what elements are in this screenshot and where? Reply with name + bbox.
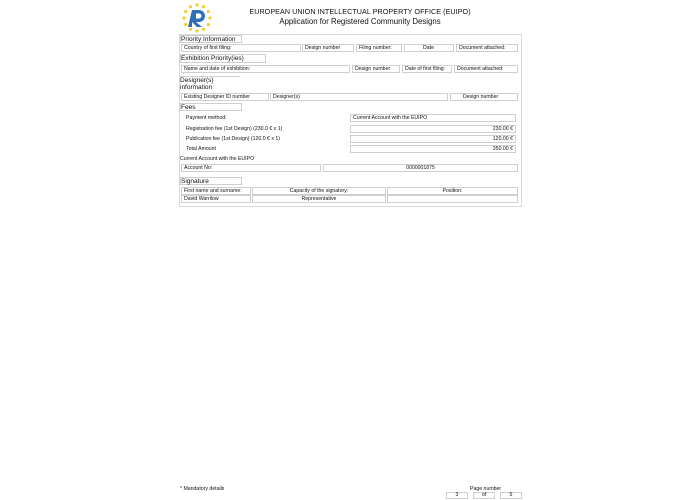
page-of-label: of	[473, 492, 495, 499]
form-subtitle: Application for Registered Community Designs	[279, 17, 441, 26]
office-title: EUROPEAN UNION INTELLECTUAL PROPERTY OFFICE (EUIPO)	[249, 7, 471, 16]
registration-fee-value: 230.00 €	[350, 125, 516, 133]
priority-date-field[interactable]: Date	[404, 44, 454, 52]
current-account-heading: Current Account with the EUIPO	[180, 156, 255, 162]
exhibition-design-number-field[interactable]: Design number	[352, 65, 400, 73]
signatory-capacity-value[interactable]: Representative	[252, 195, 386, 203]
priority-document-attached-field[interactable]: Document attached:	[456, 44, 518, 52]
exhibition-name-date-field[interactable]: Name and date of exhibition:	[181, 65, 350, 73]
exhibition-first-filing-date-field[interactable]: Date of first filing:	[402, 65, 452, 73]
euipo-logo	[181, 2, 213, 34]
registration-fee-label: Registration fee (1st Design) (230.0 € x 1)	[186, 126, 283, 132]
exhibition-section-title: Exhibition Priority(ies)	[180, 54, 266, 63]
r-mark-icon	[188, 10, 205, 27]
publication-fee-label: Publication fee (1st Design) (120.0 € x 1)	[186, 136, 281, 142]
signatory-name-value[interactable]: David Warrilow	[181, 195, 251, 203]
designers-name-field[interactable]: Designer(s)	[270, 93, 448, 101]
priority-section-title: Priority Information	[180, 35, 242, 43]
account-number-label: Account No:	[181, 164, 321, 172]
current-page-box: 3	[446, 492, 468, 499]
star-ring-icon	[182, 3, 211, 32]
signatory-position-label: Position:	[387, 187, 518, 195]
total-amount-value: 350.00 €	[350, 145, 516, 153]
designers-section-title	[180, 76, 240, 91]
mandatory-details-note: * Mandatory details	[180, 486, 225, 492]
payment-method-label: Payment method:	[186, 115, 227, 121]
priority-design-number-field[interactable]: Design number	[302, 44, 354, 52]
signatory-capacity-label: Capacity of the signatory:	[252, 187, 386, 195]
country-of-first-filing-field[interactable]: Country of first filing:	[181, 44, 301, 52]
exhibition-document-attached-field[interactable]: Document attached:	[454, 65, 518, 73]
designers-title-line1: Designer(s)	[180, 77, 214, 84]
signature-section-title: Signature	[180, 177, 242, 185]
designers-design-number-field[interactable]: Design number	[450, 93, 518, 101]
filing-number-field[interactable]: Filing number:	[356, 44, 402, 52]
existing-designer-id-field[interactable]: Existing Designer ID number	[181, 93, 269, 101]
publication-fee-value: 120.00 €	[350, 135, 516, 143]
total-pages-box: 5	[500, 492, 522, 499]
signatory-position-value[interactable]	[387, 195, 518, 203]
signatory-name-label: First name and surname:	[181, 187, 251, 195]
total-amount-label: Total Amount	[186, 146, 216, 152]
designers-title-line2: information	[180, 84, 213, 91]
account-number-value[interactable]: 0000001875	[323, 164, 518, 172]
payment-method-value[interactable]: Current Account with the EUIPO	[350, 114, 516, 122]
fees-section-title: Fees	[180, 103, 242, 111]
page-number-label: Page number	[470, 486, 502, 492]
